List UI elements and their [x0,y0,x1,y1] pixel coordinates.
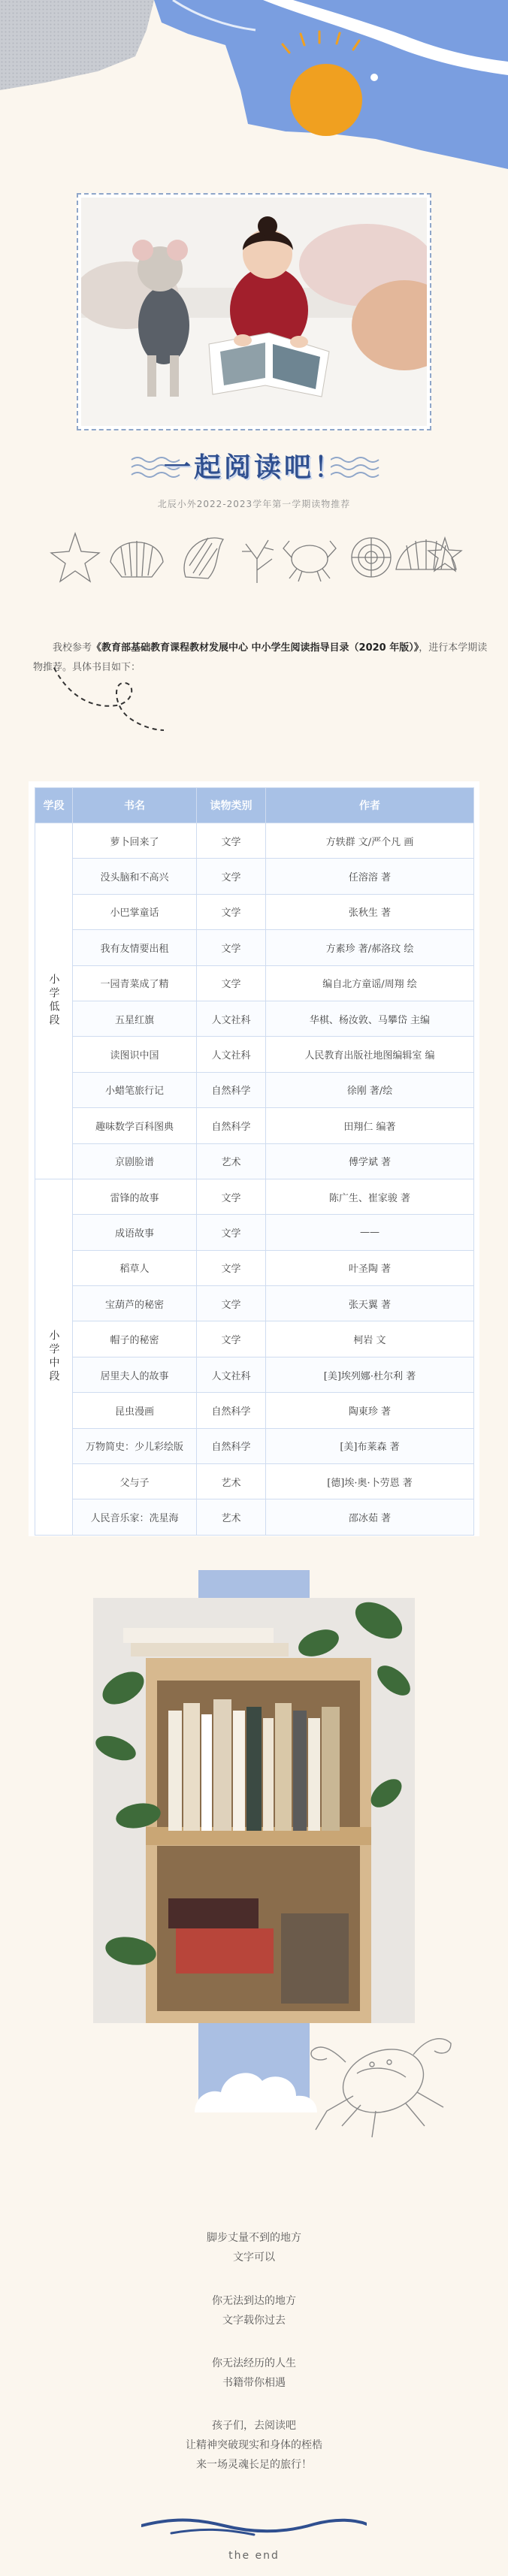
poem-stanza-2 [0,2291,508,2330]
table-row [35,894,474,929]
cone-shell-icon [184,538,223,578]
girl-reading-photo [77,193,431,430]
title-block [0,445,508,497]
category-cell: 文学 [197,823,266,859]
poem-stanza-4 [0,2416,508,2475]
table-row [35,930,474,965]
starfish-small-icon [428,538,461,571]
book-list-card [29,781,479,1536]
book-title-cell: 父与子 [73,1464,197,1499]
table-row [35,1072,474,1107]
category-cell: 艺术 [197,1143,266,1179]
poem-line: 脚步丈量不到的地方 [207,2232,301,2244]
author-cell: 人民教育出版社地图编辑室 编 [266,1037,474,1072]
category-cell: 文学 [197,1286,266,1321]
author-cell: 陈广生、崔家骏 著 [266,1179,474,1214]
blue-bar-top [198,1570,310,1600]
author-cell: [美]布莱森 著 [266,1428,474,1463]
poem-stanza-1 [0,2228,508,2267]
starfish-icon [51,533,99,581]
category-cell: 自然科学 [197,1393,266,1428]
table-row [35,1001,474,1036]
table-row [35,1143,474,1179]
book-title-cell: 萝卜回来了 [73,823,197,859]
cloud-icon [191,2058,319,2112]
author-cell: 叶圣陶 著 [266,1250,474,1285]
table-row [35,1393,474,1428]
table-row [35,1250,474,1285]
poem-line: 文字载你过去 [222,2315,286,2327]
dashed-loop-doodle [53,664,165,735]
author-cell: 柯岩 文 [266,1321,474,1357]
table-row [35,1464,474,1499]
author-cell: [德]埃·奥·卜劳恩 著 [266,1464,474,1499]
table-row [35,859,474,894]
book-title-cell: 万物简史：少儿彩绘版 [73,1428,197,1463]
book-title-cell: 昆虫漫画 [73,1393,197,1428]
author-cell: 徐刚 著/绘 [266,1072,474,1107]
category-cell: 自然科学 [197,1428,266,1463]
table-row [35,965,474,1001]
table-row [35,1321,474,1357]
author-cell: [美]埃列娜·杜尔利 著 [266,1357,474,1392]
poem-line: 文字可以 [233,2251,275,2263]
book-title-cell: 一园青菜成了精 [73,965,197,1001]
author-cell: 华棋、杨汝敦、马攀岱 主编 [266,1001,474,1036]
category-cell: 艺术 [197,1464,266,1499]
crab-sketch-icon [301,2021,458,2141]
col-header-author: 作者 [266,788,474,823]
book-title-cell: 居里夫人的故事 [73,1357,197,1392]
book-title-cell: 趣味数学百科图典 [73,1108,197,1143]
book-title-cell: 没头脑和不高兴 [73,859,197,894]
table-header-row [35,788,474,823]
table-row [35,1215,474,1250]
book-title-cell: 雷锋的故事 [73,1179,197,1214]
author-cell: 张天翼 著 [266,1286,474,1321]
col-header-category: 读物类别 [197,788,266,823]
category-cell: 文学 [197,859,266,894]
category-cell: 文学 [197,1179,266,1214]
category-cell: 自然科学 [197,1072,266,1107]
book-title-cell: 小蜡笔旅行记 [73,1072,197,1107]
book-title-cell: 成语故事 [73,1215,197,1250]
intro-prefix: 我校参考 [53,642,92,654]
author-cell: 方轶群 文/严个凡 画 [266,823,474,859]
category-cell: 人文社科 [197,1001,266,1036]
book-title-cell: 稻草人 [73,1250,197,1285]
author-cell: 田翔仁 编著 [266,1108,474,1143]
table-row [35,1108,474,1143]
scallop-shell-icon [110,541,163,577]
the-end-text: the end [228,2550,280,2562]
intro-suffix: ，进行本学期读物推荐。具体书目如下： [33,642,488,673]
category-cell: 文学 [197,1250,266,1285]
poem-line: 你无法到达的地方 [212,2295,296,2307]
wave-divider-icon [141,2517,367,2539]
coral-icon [242,540,274,583]
author-cell: 张秋生 著 [266,894,474,929]
category-cell: 人文社科 [197,1037,266,1072]
header-decoration [0,0,508,180]
grade-cell: 小学低段 [35,823,73,1179]
book-title-cell: 读图识中国 [73,1037,197,1072]
category-cell: 自然科学 [197,1108,266,1143]
table-row [35,1037,474,1072]
category-cell: 艺术 [197,1499,266,1535]
intro-reference: 《教育部基础教育课程教材发展中心 中小学生阅读指导目录（2020 年版）》 [92,642,419,654]
grade-cell: 小学中段 [35,1179,73,1535]
col-header-title: 书名 [73,788,197,823]
page-title: 一起阅读吧！ [163,452,344,483]
seashells-decoration [47,524,467,587]
author-cell: 任溶溶 著 [266,859,474,894]
author-cell: 陶東珍 著 [266,1393,474,1428]
author-cell: —— [266,1215,474,1250]
poem-line: 孩子们，去阅读吧 [212,2420,296,2432]
poem-stanza-3 [0,2354,508,2393]
table-body [35,823,474,1536]
poem-line: 让精神突破现实和身体的桎梏 [186,2439,322,2451]
category-cell: 人文社科 [197,1357,266,1392]
poem-line: 你无法经历的人生 [212,2357,296,2369]
category-cell: 文学 [197,1215,266,1250]
book-title-cell: 小巴掌童话 [73,894,197,929]
col-header-grade: 学段 [35,788,73,823]
table-row [35,1499,474,1535]
category-cell: 文学 [197,965,266,1001]
book-list-table [35,787,474,1536]
category-cell: 文学 [197,894,266,929]
book-title-cell: 五星红旗 [73,1001,197,1036]
book-title-cell: 京剧脸谱 [73,1143,197,1179]
author-cell: 傅学斌 著 [266,1143,474,1179]
author-cell: 邵冰茹 著 [266,1499,474,1535]
table-row [35,1428,474,1463]
poem-line: 来一场灵魂长足的旅行！ [196,2459,312,2471]
spiral-shell-icon [352,538,391,577]
table-row [35,1357,474,1392]
small-crab-icon [283,541,336,581]
category-cell: 文学 [197,1321,266,1357]
author-cell: 方素珍 著/郝洛玟 绘 [266,930,474,965]
bookshelf-photo [93,1598,415,2023]
table-row [35,1179,474,1214]
poem-line: 书籍带你相遇 [222,2377,286,2389]
book-title-cell: 帽子的秘密 [73,1321,197,1357]
category-cell: 文学 [197,930,266,965]
table-row [35,823,474,859]
page-subtitle: 北辰小外2022-2023学年第一学期读物推荐 [157,499,351,509]
book-title-cell: 我有友情要出租 [73,930,197,965]
table-row [35,1286,474,1321]
book-title-cell: 人民音乐家：冼星海 [73,1499,197,1535]
author-cell: 编自北方童谣/周翔 绘 [266,965,474,1001]
book-title-cell: 宝葫芦的秘密 [73,1286,197,1321]
